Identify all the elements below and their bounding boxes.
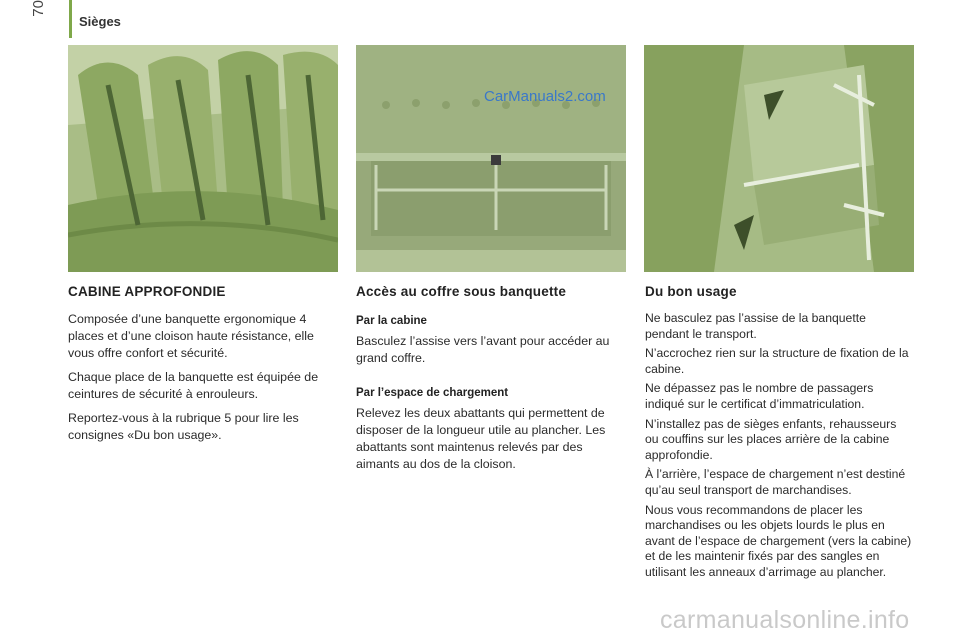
paragraph: Chaque place de la banquette est équipée de ceintures de sécurité à enrouleurs. (68, 370, 319, 401)
paragraph: Nous vous recommandons de placer les marchandises ou les objets lourds le plus en avant de l’espace de chargement (vers la cabine) et de les maintenir fixés par des sangles en utilisant les anneaux d’arrimage au plancher. (645, 502, 912, 579)
column-du-bon-usage (645, 284, 913, 585)
column-acces-coffre (356, 284, 628, 480)
paragraph: Reportez-vous à la rubrique 5 pour lire les consignes «Du bon usage». (68, 411, 299, 442)
paragraph: Ne dépassez pas le nombre de passagers indiqué sur le certificat d’immatriculation. (645, 381, 874, 411)
subheading-par-espace-chargement: Par l’espace de chargement (356, 387, 509, 399)
paragraph: À l’arrière, l’espace de chargement n’est destiné qu’au seul transport de marchandises. (645, 467, 906, 497)
watermark-carmanualsonline: carmanualsonline.info (660, 606, 910, 634)
seat-bench-illustration (68, 45, 338, 272)
section-title: Sièges (79, 14, 121, 29)
heading-cabine-approfondie: CABINE APPROFONDIE (68, 284, 226, 299)
watermark-carmanuals2: CarManuals2.com (484, 88, 606, 105)
seat-folded-illustration (644, 45, 914, 272)
paragraph: Ne basculez pas l’assise de la banquette pendant le transport. (645, 311, 866, 341)
heading-acces-coffre: Accès au coffre sous banquette (356, 284, 567, 299)
paragraph: Basculez l’assise vers l’avant pour accéder au grand coffre. (356, 334, 610, 365)
paragraph: Composée d’une banquette ergonomique 4 places et d’une cloison haute résistance, elle vous offre confort et sécurité. (68, 312, 314, 360)
subheading-par-la-cabine: Par la cabine (356, 315, 427, 327)
heading-du-bon-usage: Du bon usage (645, 284, 737, 299)
page-number: 70 (30, 0, 47, 17)
column-cabine-approfondie (68, 284, 340, 451)
section-accent-bar (69, 0, 72, 38)
paragraph: Relevez les deux abattants qui permettent de disposer de la longueur utile au plancher. Les abattants sont maintenus relevés par des aimants au dos de la cloison. (356, 406, 606, 471)
under-seat-storage-illustration (356, 45, 626, 272)
paragraph: N’accrochez rien sur la structure de fixation de la cabine. (645, 346, 909, 376)
paragraph: N’installez pas de sièges enfants, rehausseurs ou couffins sur les places arrière de la cabine approfondie. (645, 416, 897, 462)
